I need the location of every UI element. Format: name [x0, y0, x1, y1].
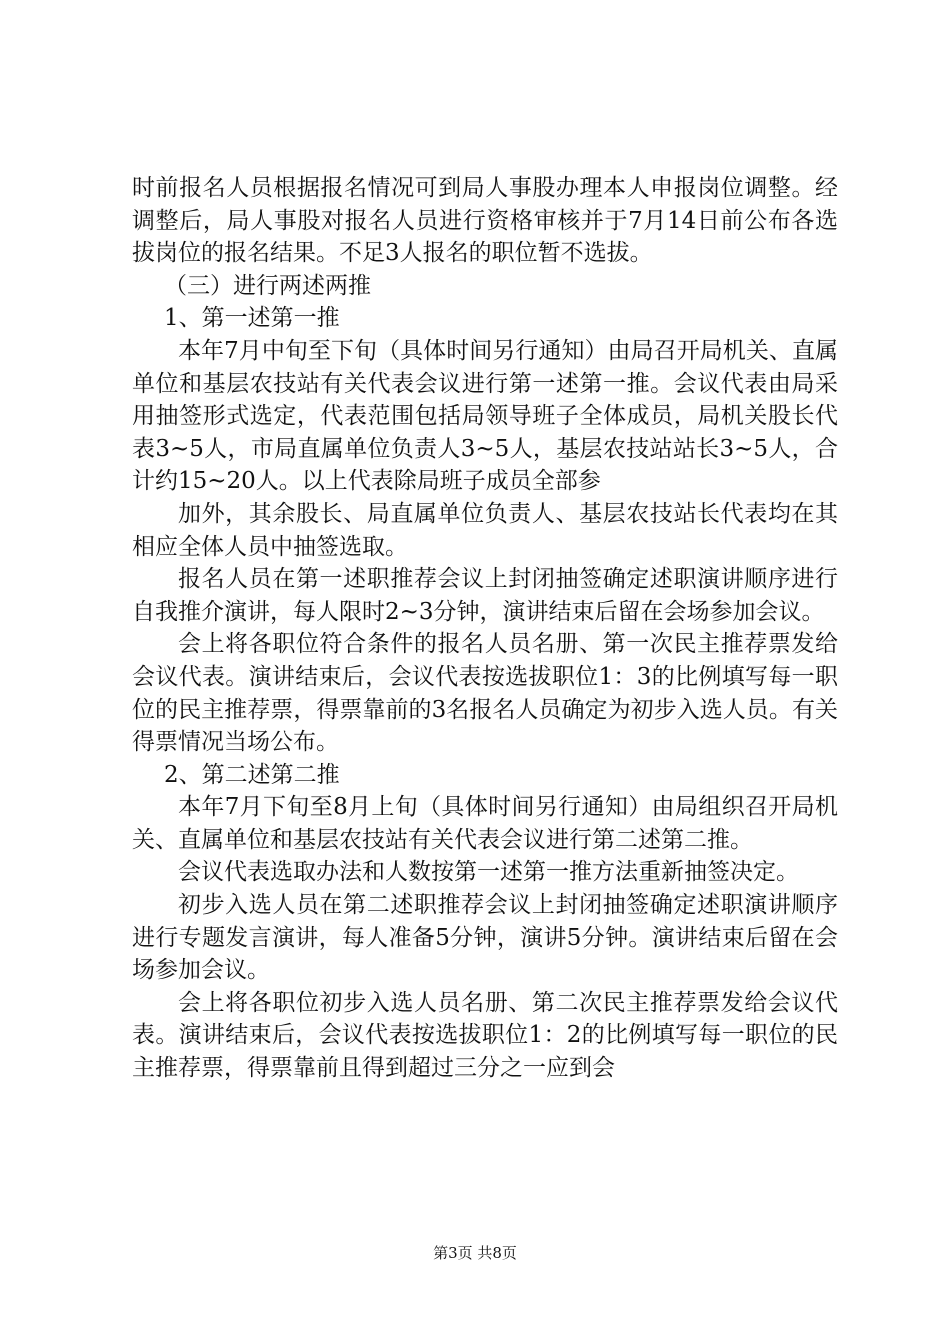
paragraph: 加外，其余股长、局直属单位负责人、基层农技站长代表均在其相应全体人员中抽签选取。 — [132, 500, 838, 560]
subsection-heading-1: 1、第一述第一推 — [164, 305, 340, 332]
paragraph-continuation: 时前报名人员根据报名情况可到局人事股办理本人申报岗位调整。经调整后，局人事股对报名人员进行资格审核并于7月14日前公布各选拔岗位的报名结果。不足3人报名的职位暂不选拔。 — [132, 175, 838, 267]
paragraph: 本年7月中旬至下旬（具体时间另行通知）由局召开局机关、直属单位和基层农技站有关代表会议进行第一述第一推。会议代表由局采用抽签形式选定，代表范围包括局领导班子全体成员，局机关股长代表3~5人，市局直属单位负责人3~5人，基层农技站站长3~5人，合计约15~20人。以上代表除局班子成员全部参 — [132, 337, 838, 495]
paragraph: 报名人员在第一述职推荐会议上封闭抽签确定述职演讲顺序进行自我推介演讲，每人限时2~3分钟，演讲结束后留在会场参加会议。 — [132, 566, 838, 625]
paragraph: 会上将各职位初步入选人员名册、第二次民主推荐票发给会议代表。演讲结束后，会议代表按选拔职位1：2的比例填写每一职位的民主推荐票，得票靠前且得到超过三分之一应到会 — [132, 989, 838, 1082]
section-heading-3: （三）进行两述两推 — [164, 272, 371, 299]
subsection-heading-2: 2、第二述第二推 — [164, 761, 340, 788]
paragraph: 本年7月下旬至8月上旬（具体时间另行通知）由局组织召开局机关、直属单位和基层农技站有关代表会议进行第二述第二推。 — [132, 794, 838, 853]
paragraph: 会上将各职位符合条件的报名人员名册、第一次民主推荐票发给会议代表。演讲结束后，会议代表按选拔职位1：3的比例填写每一职位的民主推荐票，得票靠前的3名报名人员确定为初步入选人员。有关得票情况当场公布。 — [132, 631, 838, 756]
paragraph: 初步入选人员在第二述职推荐会议上封闭抽签确定述职演讲顺序进行专题发言演讲，每人准备5分钟，演讲5分钟。演讲结束后留在会场参加会议。 — [132, 892, 838, 984]
page-number-footer: 第3页 共8页 — [433, 1244, 517, 1262]
paragraph: 会议代表选取办法和人数按第一述第一推方法重新抽签决定。 — [178, 859, 799, 886]
document-body — [132, 172, 838, 1085]
